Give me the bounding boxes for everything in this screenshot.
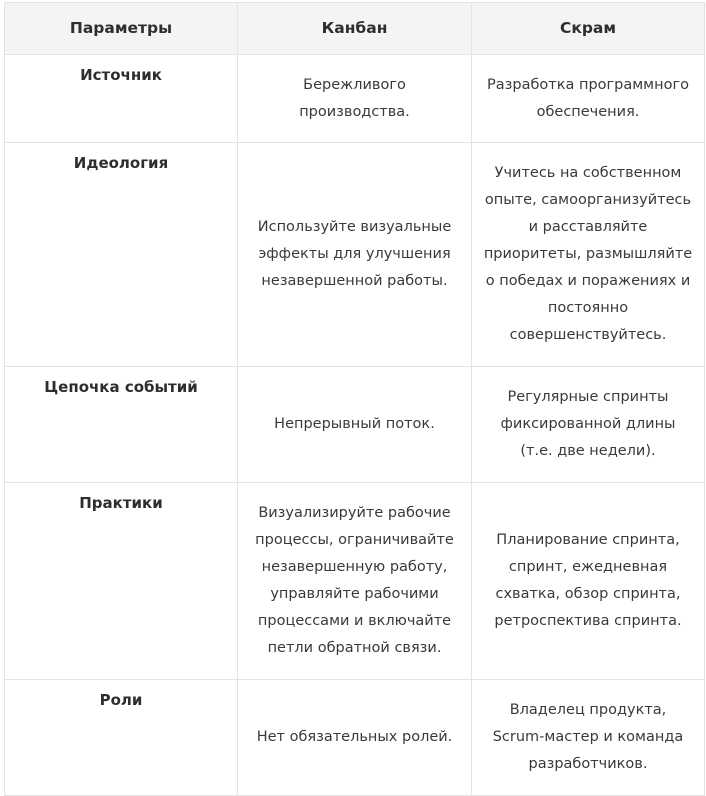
cell-scrum-ideology xyxy=(472,143,705,367)
cell-text: Визуализируйте рабочие процессы, ограничивайте незавершенную работу, управляйте рабочими процессами и включайте петли обратной связи. xyxy=(255,505,454,656)
table-row xyxy=(5,367,705,483)
cell-text: Непрерывный поток. xyxy=(274,416,435,432)
table-row xyxy=(5,143,705,367)
cell-scrum-practices xyxy=(472,483,705,680)
cell-text: Используйте визуальные эффекты для улучшения незавершенной работы. xyxy=(257,219,452,289)
table-body xyxy=(5,55,705,796)
table-header xyxy=(5,3,705,55)
cell-kanban-ideology xyxy=(238,143,472,367)
cell-text: Бережливого производства. xyxy=(299,76,410,120)
row-param-roles: Роли xyxy=(5,680,238,796)
cell-text: Разработка программного обеспечения. xyxy=(487,76,689,120)
kanban-vs-scrum-table xyxy=(4,2,705,796)
table-row xyxy=(5,55,705,143)
cell-text: Планирование спринта, спринт, ежедневная схватка, обзор спринта, ретроспектива спринта. xyxy=(494,532,682,629)
cell-text: Учитесь на собственном опыте, самоорганизуйтесь и расставляйте приоритеты, размышляйте о победах и поражениях и постоянно совершенствуйтесь. xyxy=(483,165,693,343)
row-param-event-chain: Цепочка событий xyxy=(5,367,238,483)
row-param-source: Источник xyxy=(5,55,238,143)
cell-kanban-practices xyxy=(238,483,472,680)
cell-scrum-event-chain xyxy=(472,367,705,483)
table-row xyxy=(5,483,705,680)
header-scrum: Скрам xyxy=(472,3,705,55)
cell-text: Регулярные спринты фиксированной длины (т.е. две недели). xyxy=(500,389,676,459)
cell-text: Нет обязательных ролей. xyxy=(256,729,453,745)
cell-kanban-event-chain xyxy=(238,367,472,483)
row-param-ideology: Идеология xyxy=(5,143,238,367)
header-kanban: Канбан xyxy=(238,3,472,55)
header-row xyxy=(5,3,705,55)
cell-scrum-roles xyxy=(472,680,705,796)
cell-kanban-source xyxy=(238,55,472,143)
cell-scrum-source xyxy=(472,55,705,143)
cell-kanban-roles xyxy=(238,680,472,796)
header-parameters: Параметры xyxy=(5,3,238,55)
table-row xyxy=(5,680,705,796)
cell-text: Владелец продукта, Scrum-мастер и команда разработчиков. xyxy=(492,702,684,772)
row-param-practices: Практики xyxy=(5,483,238,680)
comparison-table-wrapper xyxy=(4,2,704,796)
